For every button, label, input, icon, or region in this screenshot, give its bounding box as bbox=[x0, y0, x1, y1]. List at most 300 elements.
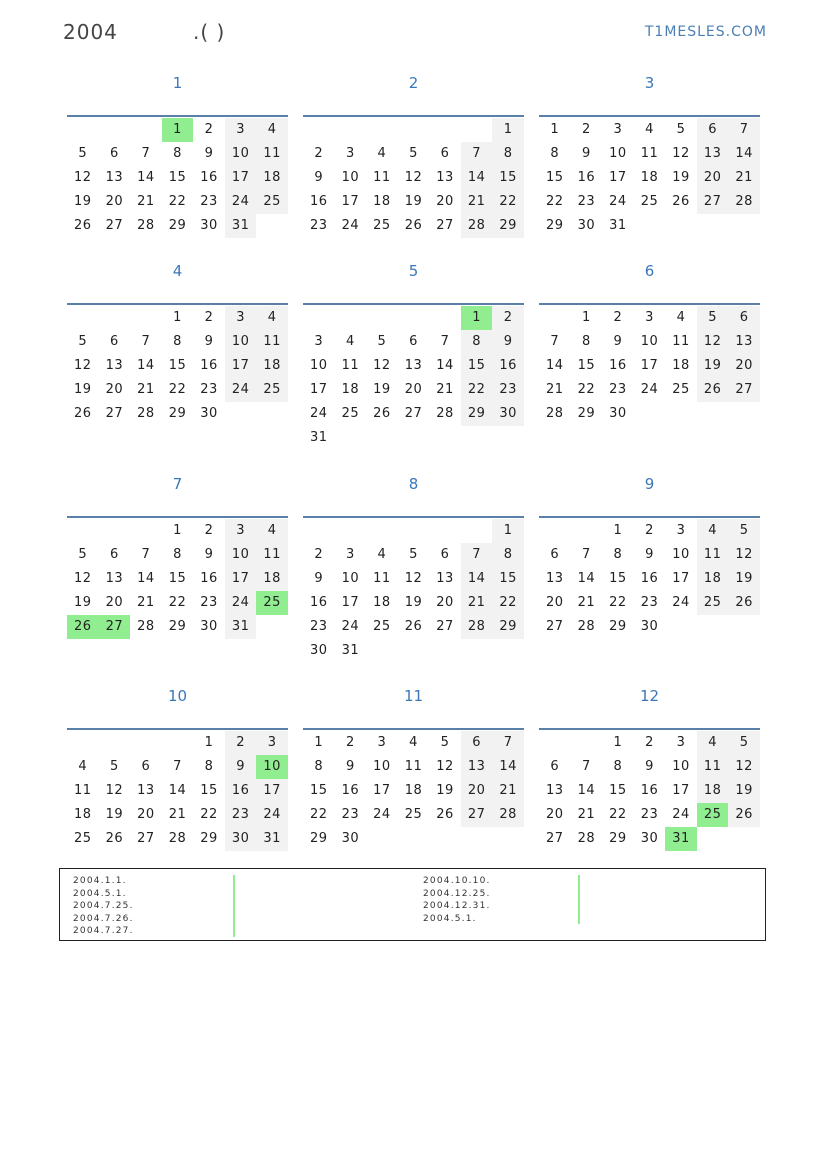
day-cell: 24 bbox=[256, 803, 288, 827]
day-cell: 17 bbox=[672, 783, 690, 798]
days-grid bbox=[67, 118, 288, 238]
day-cell: 23 bbox=[200, 194, 218, 209]
day-cell: 18 bbox=[341, 382, 360, 397]
day-cell: 18 bbox=[672, 358, 690, 373]
day-cell: 27 bbox=[461, 803, 493, 827]
day-cell: 16 bbox=[200, 571, 218, 586]
day-cell: 11 bbox=[640, 146, 659, 161]
day-cell: 14 bbox=[546, 358, 564, 373]
day-cell: 11 bbox=[74, 783, 92, 798]
day-cell: 19 bbox=[74, 382, 92, 397]
month-10 bbox=[67, 686, 288, 851]
month-6 bbox=[539, 261, 760, 426]
day-cell: 19 bbox=[404, 194, 423, 209]
day-cell: 3 bbox=[225, 306, 257, 330]
month-9 bbox=[539, 474, 760, 639]
day-cell: 10 bbox=[672, 759, 690, 774]
day-cell: 15 bbox=[492, 166, 524, 190]
day-cell: 18 bbox=[74, 807, 92, 822]
day-cell: 16 bbox=[341, 783, 360, 798]
day-cell: 12 bbox=[697, 330, 729, 354]
day-cell: 23 bbox=[577, 194, 596, 209]
day-cell: 10 bbox=[225, 330, 257, 354]
day-cell: 20 bbox=[137, 807, 155, 822]
day-cell: 13 bbox=[436, 170, 454, 185]
month-title: 10 bbox=[167, 687, 188, 705]
day-cell: 23 bbox=[609, 382, 627, 397]
day-cell: 5 bbox=[728, 731, 760, 755]
day-cell: 18 bbox=[697, 567, 729, 591]
day-cell: 12 bbox=[672, 146, 690, 161]
day-cell: 15 bbox=[200, 783, 218, 798]
day-cell: 4 bbox=[256, 118, 288, 142]
day-cell: 15 bbox=[492, 567, 524, 591]
month-divider bbox=[539, 303, 760, 305]
day-cell: 28 bbox=[137, 619, 155, 634]
day-cell: 16 bbox=[200, 170, 218, 185]
day-cell: 31 bbox=[256, 827, 288, 851]
day-cell: 12 bbox=[436, 759, 454, 774]
day-cell: 7 bbox=[440, 334, 450, 349]
day-cell: 24 bbox=[640, 382, 659, 397]
day-cell: 1 bbox=[492, 118, 524, 142]
day-cell: 13 bbox=[436, 571, 454, 586]
day-cell: 26 bbox=[436, 807, 454, 822]
day-cell: 29 bbox=[546, 218, 564, 233]
day-cell: 12 bbox=[74, 170, 92, 185]
day-cell: 14 bbox=[492, 755, 524, 779]
day-cell: 7 bbox=[173, 759, 182, 774]
day-empty bbox=[67, 306, 99, 330]
day-cell: 13 bbox=[728, 330, 760, 354]
day-empty bbox=[130, 519, 162, 543]
day-cell: 31 bbox=[310, 430, 328, 445]
month-divider bbox=[67, 303, 288, 305]
day-cell: 5 bbox=[78, 334, 88, 349]
month-title: 3 bbox=[644, 74, 655, 92]
day-cell: 25 bbox=[672, 382, 690, 397]
day-cell: 24 bbox=[672, 807, 690, 822]
month-3 bbox=[539, 73, 760, 238]
day-cell: 11 bbox=[373, 170, 391, 185]
day-cell: 9 bbox=[581, 146, 591, 161]
day-cell: 12 bbox=[404, 170, 423, 185]
day-cell: 26 bbox=[672, 194, 690, 209]
day-empty bbox=[429, 519, 461, 543]
day-cell: 13 bbox=[697, 142, 729, 166]
day-cell: 30 bbox=[640, 619, 659, 634]
day-cell: 27 bbox=[728, 378, 760, 402]
legend-color-marker bbox=[578, 875, 580, 924]
day-cell: 20 bbox=[105, 382, 124, 397]
day-cell: 21 bbox=[137, 595, 155, 610]
days-grid bbox=[303, 731, 524, 851]
day-cell: 26 bbox=[74, 218, 92, 233]
day-cell: 8 bbox=[613, 759, 623, 774]
month-divider bbox=[303, 728, 524, 730]
day-cell: 1 bbox=[581, 310, 591, 325]
day-cell: 16 bbox=[609, 358, 627, 373]
day-empty bbox=[130, 306, 162, 330]
day-cell: 4 bbox=[377, 547, 387, 562]
day-cell: 25 bbox=[256, 378, 288, 402]
day-cell: 30 bbox=[200, 218, 218, 233]
day-cell: 29 bbox=[577, 406, 596, 421]
day-empty bbox=[571, 519, 603, 543]
day-cell: 29 bbox=[168, 218, 187, 233]
month-divider bbox=[303, 115, 524, 117]
day-cell: 10 bbox=[341, 170, 360, 185]
month-title: 7 bbox=[172, 475, 183, 493]
day-cell: 16 bbox=[310, 595, 328, 610]
day-empty bbox=[461, 519, 493, 543]
day-cell: 29 bbox=[310, 831, 328, 846]
day-empty bbox=[461, 118, 493, 142]
month-title: 2 bbox=[408, 74, 419, 92]
day-cell: 12 bbox=[105, 783, 124, 798]
day-cell: 21 bbox=[492, 779, 524, 803]
day-cell: 9 bbox=[204, 334, 214, 349]
day-cell: 3 bbox=[256, 731, 288, 755]
day-cell: 1 bbox=[314, 735, 324, 750]
day-empty bbox=[366, 306, 398, 330]
day-cell: 27 bbox=[436, 619, 454, 634]
day-cell: 11 bbox=[697, 755, 729, 779]
day-empty bbox=[303, 118, 335, 142]
day-cell: 22 bbox=[577, 382, 596, 397]
day-cell: 13 bbox=[105, 571, 124, 586]
day-cell: 9 bbox=[492, 330, 524, 354]
day-cell: 31 bbox=[225, 615, 257, 639]
day-cell-holiday: 1 bbox=[162, 118, 194, 142]
day-cell: 14 bbox=[577, 783, 596, 798]
holiday-legend bbox=[59, 868, 766, 941]
day-empty bbox=[429, 306, 461, 330]
day-cell: 25 bbox=[640, 194, 659, 209]
day-cell: 12 bbox=[373, 358, 391, 373]
day-cell: 25 bbox=[373, 619, 391, 634]
day-cell-holiday: 25 bbox=[697, 803, 729, 827]
day-cell: 7 bbox=[492, 731, 524, 755]
month-4 bbox=[67, 261, 288, 426]
day-cell: 29 bbox=[168, 406, 187, 421]
day-cell: 23 bbox=[640, 807, 659, 822]
day-cell: 8 bbox=[550, 146, 560, 161]
day-cell: 22 bbox=[492, 190, 524, 214]
day-cell: 6 bbox=[109, 547, 119, 562]
day-cell: 28 bbox=[492, 803, 524, 827]
day-cell: 15 bbox=[461, 354, 493, 378]
day-cell: 5 bbox=[697, 306, 729, 330]
day-cell: 20 bbox=[404, 382, 423, 397]
day-cell: 15 bbox=[546, 170, 564, 185]
day-cell: 28 bbox=[546, 406, 564, 421]
day-cell: 4 bbox=[345, 334, 355, 349]
day-cell: 19 bbox=[672, 170, 690, 185]
day-cell: 28 bbox=[168, 831, 187, 846]
day-cell: 15 bbox=[168, 358, 187, 373]
day-cell: 25 bbox=[256, 190, 288, 214]
day-cell: 25 bbox=[74, 831, 92, 846]
day-cell: 2 bbox=[204, 310, 214, 325]
day-cell: 8 bbox=[461, 330, 493, 354]
day-cell: 13 bbox=[461, 755, 493, 779]
day-cell: 23 bbox=[225, 803, 257, 827]
day-cell: 22 bbox=[492, 591, 524, 615]
month-divider bbox=[303, 303, 524, 305]
day-cell: 2 bbox=[204, 122, 214, 137]
day-cell: 12 bbox=[404, 571, 423, 586]
day-cell: 12 bbox=[728, 755, 760, 779]
brand-logo[interactable]: T1MESLES.COM bbox=[644, 24, 767, 40]
day-cell: 24 bbox=[341, 619, 360, 634]
day-cell: 13 bbox=[137, 783, 155, 798]
day-cell: 2 bbox=[345, 735, 355, 750]
day-cell: 2 bbox=[314, 547, 324, 562]
day-empty bbox=[303, 306, 335, 330]
day-cell: 11 bbox=[373, 571, 391, 586]
day-cell: 20 bbox=[436, 194, 454, 209]
day-cell: 25 bbox=[341, 406, 360, 421]
day-cell: 24 bbox=[672, 595, 690, 610]
day-cell: 7 bbox=[461, 543, 493, 567]
day-cell: 11 bbox=[404, 759, 423, 774]
day-cell: 11 bbox=[672, 334, 690, 349]
day-cell: 6 bbox=[109, 334, 119, 349]
day-cell: 4 bbox=[409, 735, 418, 750]
day-cell: 18 bbox=[640, 170, 659, 185]
day-cell: 20 bbox=[105, 595, 124, 610]
day-cell: 23 bbox=[200, 595, 218, 610]
legend-color-marker bbox=[233, 875, 235, 937]
day-cell: 1 bbox=[173, 310, 182, 325]
day-cell: 8 bbox=[314, 759, 324, 774]
day-cell: 24 bbox=[609, 194, 627, 209]
day-cell: 21 bbox=[728, 166, 760, 190]
day-empty bbox=[335, 118, 367, 142]
day-cell: 11 bbox=[341, 358, 360, 373]
day-cell: 8 bbox=[204, 759, 214, 774]
day-cell: 19 bbox=[404, 595, 423, 610]
day-cell: 17 bbox=[373, 783, 391, 798]
day-cell: 9 bbox=[204, 146, 214, 161]
day-cell: 30 bbox=[492, 402, 524, 426]
day-cell: 8 bbox=[492, 142, 524, 166]
day-cell: 8 bbox=[581, 334, 591, 349]
day-cell: 27 bbox=[137, 831, 155, 846]
legend-date: 2004.7.25. bbox=[73, 901, 134, 911]
day-cell: 29 bbox=[168, 619, 187, 634]
day-cell: 9 bbox=[314, 571, 324, 586]
day-cell: 28 bbox=[577, 831, 596, 846]
day-empty bbox=[335, 519, 367, 543]
day-cell: 6 bbox=[440, 146, 450, 161]
day-cell: 2 bbox=[314, 146, 324, 161]
day-empty bbox=[99, 731, 131, 755]
day-cell: 15 bbox=[609, 783, 627, 798]
day-cell: 31 bbox=[609, 218, 627, 233]
day-cell: 9 bbox=[613, 334, 623, 349]
legend-date: 2004.1.1. bbox=[73, 876, 127, 886]
day-cell: 29 bbox=[492, 615, 524, 639]
day-cell: 7 bbox=[581, 547, 591, 562]
day-cell: 24 bbox=[225, 378, 257, 402]
day-cell: 3 bbox=[676, 735, 686, 750]
days-grid bbox=[67, 731, 288, 851]
day-cell: 15 bbox=[168, 170, 187, 185]
month-11 bbox=[303, 686, 524, 851]
day-cell: 30 bbox=[577, 218, 596, 233]
day-cell-holiday: 27 bbox=[99, 615, 131, 639]
day-cell: 30 bbox=[310, 643, 328, 658]
day-cell: 10 bbox=[609, 146, 627, 161]
month-divider bbox=[67, 728, 288, 730]
day-cell: 17 bbox=[640, 358, 659, 373]
legend-date: 2004.7.26. bbox=[73, 913, 134, 924]
day-cell: 10 bbox=[225, 142, 257, 166]
day-cell-holiday: 10 bbox=[256, 755, 288, 779]
day-cell: 6 bbox=[697, 118, 729, 142]
day-cell: 9 bbox=[345, 759, 355, 774]
day-cell: 15 bbox=[577, 358, 596, 373]
day-cell: 19 bbox=[74, 194, 92, 209]
days-grid bbox=[539, 118, 760, 238]
day-cell: 27 bbox=[105, 406, 124, 421]
day-cell: 3 bbox=[345, 146, 355, 161]
day-cell: 27 bbox=[697, 190, 729, 214]
day-cell: 19 bbox=[373, 382, 391, 397]
day-cell: 7 bbox=[581, 759, 591, 774]
day-cell: 2 bbox=[581, 122, 591, 137]
day-cell: 3 bbox=[676, 523, 686, 538]
day-cell: 24 bbox=[225, 190, 257, 214]
day-cell: 14 bbox=[577, 571, 596, 586]
day-cell: 6 bbox=[728, 306, 760, 330]
month-title: 8 bbox=[408, 475, 419, 493]
day-empty bbox=[99, 519, 131, 543]
day-cell: 10 bbox=[672, 547, 690, 562]
day-cell: 19 bbox=[74, 595, 92, 610]
day-cell: 3 bbox=[345, 547, 355, 562]
day-cell: 10 bbox=[640, 334, 659, 349]
day-cell: 4 bbox=[645, 122, 654, 137]
day-cell: 19 bbox=[436, 783, 454, 798]
day-empty bbox=[130, 118, 162, 142]
day-empty bbox=[67, 118, 99, 142]
day-cell: 5 bbox=[440, 735, 450, 750]
day-cell: 14 bbox=[461, 166, 493, 190]
day-cell: 18 bbox=[256, 166, 288, 190]
day-cell: 13 bbox=[105, 358, 124, 373]
day-cell: 30 bbox=[341, 831, 360, 846]
days-grid bbox=[67, 306, 288, 426]
month-12 bbox=[539, 686, 760, 851]
day-cell: 1 bbox=[173, 523, 182, 538]
day-cell: 23 bbox=[310, 218, 328, 233]
month-1 bbox=[67, 73, 288, 238]
month-title: 6 bbox=[644, 262, 655, 280]
day-cell: 19 bbox=[728, 779, 760, 803]
day-cell: 8 bbox=[613, 547, 623, 562]
day-cell: 12 bbox=[728, 543, 760, 567]
day-cell: 22 bbox=[168, 595, 187, 610]
month-divider bbox=[539, 728, 760, 730]
day-cell: 25 bbox=[697, 591, 729, 615]
month-5 bbox=[303, 261, 524, 450]
day-cell: 14 bbox=[461, 567, 493, 591]
day-cell: 24 bbox=[310, 406, 328, 421]
day-cell: 19 bbox=[105, 807, 124, 822]
day-cell: 28 bbox=[577, 619, 596, 634]
day-cell: 27 bbox=[404, 406, 423, 421]
day-cell: 17 bbox=[310, 382, 328, 397]
day-cell: 29 bbox=[609, 831, 627, 846]
day-cell: 4 bbox=[256, 519, 288, 543]
legend-date: 2004.12.25. bbox=[423, 888, 491, 899]
day-cell-holiday: 31 bbox=[665, 827, 697, 851]
legend-left-dates bbox=[73, 875, 134, 938]
day-cell: 26 bbox=[105, 831, 124, 846]
day-cell: 22 bbox=[200, 807, 218, 822]
day-cell: 4 bbox=[78, 759, 88, 774]
days-grid bbox=[303, 118, 524, 238]
day-cell: 22 bbox=[310, 807, 328, 822]
day-cell: 29 bbox=[609, 619, 627, 634]
day-cell: 18 bbox=[373, 194, 391, 209]
day-cell: 31 bbox=[341, 643, 360, 658]
day-cell: 28 bbox=[728, 190, 760, 214]
day-cell: 11 bbox=[256, 330, 288, 354]
day-cell: 1 bbox=[550, 122, 560, 137]
month-title: 1 bbox=[172, 74, 183, 92]
day-cell: 11 bbox=[256, 543, 288, 567]
day-cell: 18 bbox=[256, 567, 288, 591]
day-cell: 26 bbox=[404, 218, 423, 233]
day-cell: 27 bbox=[546, 619, 564, 634]
day-cell: 26 bbox=[74, 406, 92, 421]
day-cell: 28 bbox=[436, 406, 454, 421]
day-cell: 17 bbox=[341, 595, 360, 610]
day-cell: 3 bbox=[225, 118, 257, 142]
legend-right-dates bbox=[423, 875, 491, 925]
days-grid bbox=[303, 306, 524, 450]
day-cell: 16 bbox=[200, 358, 218, 373]
day-cell: 2 bbox=[204, 523, 214, 538]
day-cell: 20 bbox=[461, 779, 493, 803]
day-empty bbox=[539, 519, 571, 543]
day-cell-holiday: 25 bbox=[256, 591, 288, 615]
day-cell: 23 bbox=[310, 619, 328, 634]
day-cell: 27 bbox=[105, 218, 124, 233]
day-cell: 27 bbox=[546, 831, 564, 846]
day-cell: 22 bbox=[546, 194, 564, 209]
day-cell: 3 bbox=[377, 735, 387, 750]
legend-date: 2004.10.10. bbox=[423, 876, 491, 886]
day-cell: 26 bbox=[697, 378, 729, 402]
day-cell: 1 bbox=[204, 735, 214, 750]
day-cell: 22 bbox=[609, 595, 627, 610]
month-title: 5 bbox=[408, 262, 419, 280]
day-cell: 17 bbox=[225, 567, 257, 591]
days-grid bbox=[67, 519, 288, 639]
day-cell: 22 bbox=[609, 807, 627, 822]
day-empty bbox=[366, 519, 398, 543]
day-cell: 12 bbox=[74, 571, 92, 586]
day-cell: 7 bbox=[141, 547, 151, 562]
day-cell: 10 bbox=[310, 358, 328, 373]
day-cell: 11 bbox=[697, 543, 729, 567]
days-grid bbox=[539, 306, 760, 426]
